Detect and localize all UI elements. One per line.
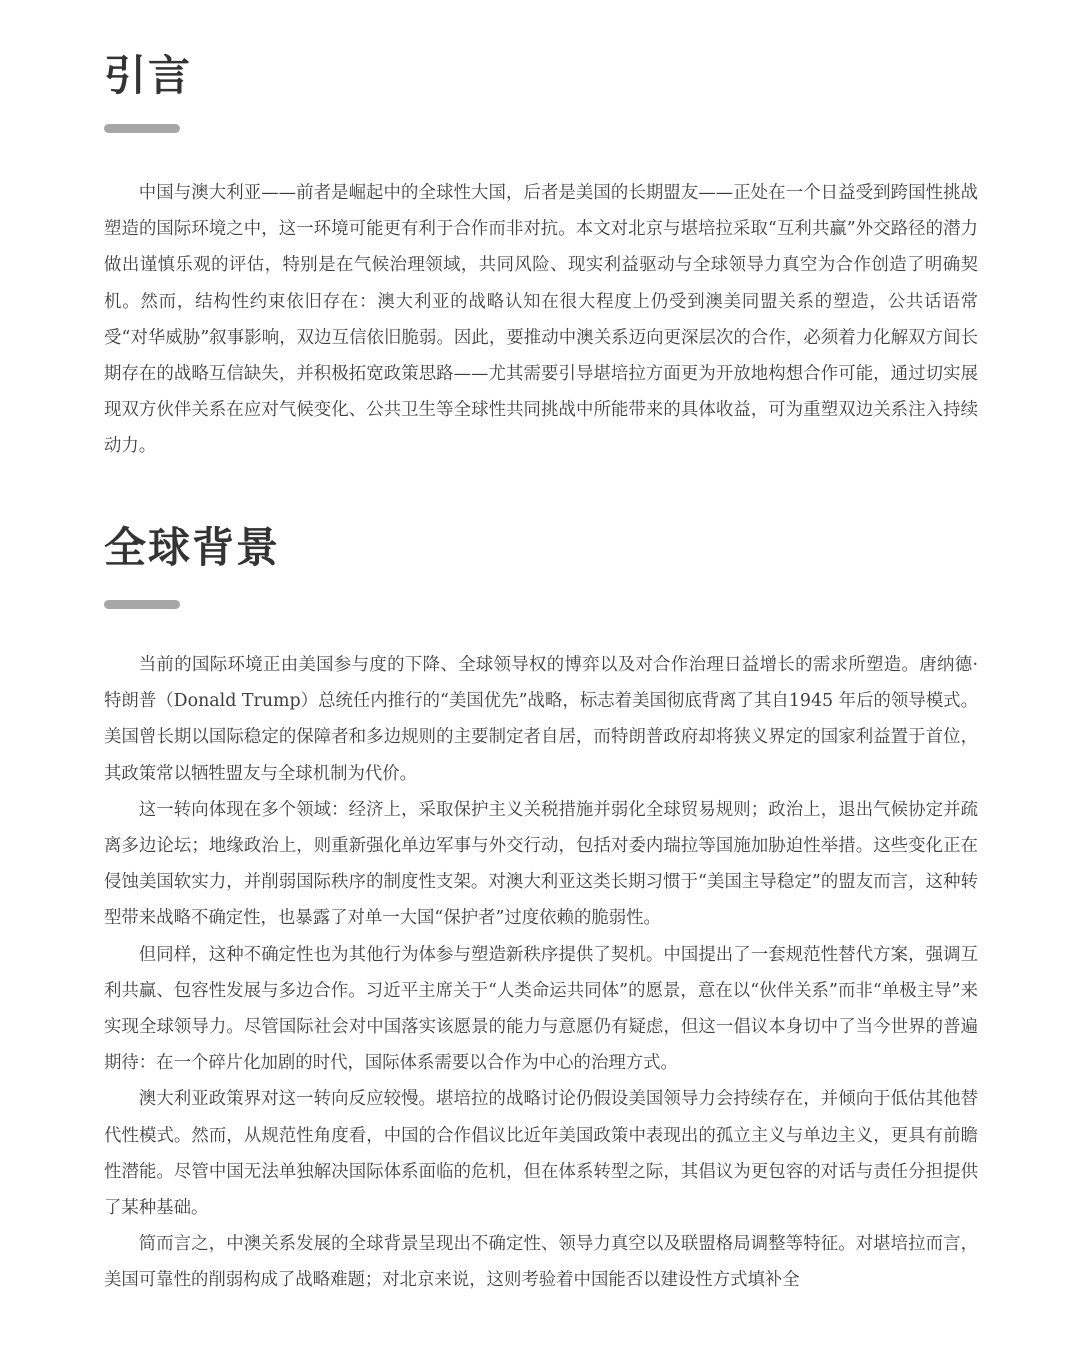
paragraph: 简而言之，中澳关系发展的全球背景呈现出不确定性、领导力真空以及联盟格局调整等特征。对堪培拉而言，美国可靠性的削弱构成了战略难题；对北京来说，这则考验着中国能否以建设性方式填补全	[104, 1234, 978, 1291]
section-heading: 引言	[104, 51, 193, 100]
paragraph-group	[104, 647, 978, 1299]
section-global-background	[104, 520, 978, 1299]
section-heading: 全球背景	[104, 523, 281, 572]
section-introduction	[104, 48, 978, 465]
paragraph: 中国与澳大利亚——前者是崛起中的全球性大国，后者是美国的长期盟友——正处在一个日益受到跨国性挑战塑造的国际环境之中，这一环境可能更有利于合作而非对抗。本文对北京与堪培拉采取“互利共赢”外交路径的潜力做出谨慎乐观的评估，特别是在气候治理领域，共同风险、现实利益驱动与全球领导力真空为合作创造了明确契机。然而，结构性约束依旧存在：澳大利亚的战略认知在很大程度上仍受到澳美同盟关系的塑造，公共话语常受“对华威胁”叙事影响，双边互信依旧脆弱。因此，要推动中澳关系迈向更深层次的合作，必须着力化解双方间长期存在的战略互信缺失，并积极拓宽政策思路——尤其需要引导堪培拉方面更为开放地构想合作可能，通过切实展现双方伙伴关系在应对气候变化、公共卫生等全球性共同挑战中所能带来的具体收益，可为重塑双边关系注入持续动力。	[104, 183, 978, 457]
paragraph: 但同样，这种不确定性也为其他行为体参与塑造新秩序提供了契机。中国提出了一套规范性替代方案，强调互利共赢、包容性发展与多边合作。习近平主席关于“人类命运共同体”的愿景，意在以“伙伴关系”而非“单极主导”来实现全球领导力。尽管国际社会对中国落实该愿景的能力与意愿仍有疑虑，但这一倡议本身切中了当今世界的普遍期待：在一个碎片化加剧的时代，国际体系需要以合作为中心的治理方式。	[104, 944, 978, 1074]
paragraph: 这一转向体现在多个领域：经济上，采取保护主义关税措施并弱化全球贸易规则；政治上，退出气候协定并疏离多边论坛；地缘政治上，则重新强化单边军事与外交行动，包括对委内瑞拉等国施加胁迫性举措。这些变化正在侵蚀美国软实力，并削弱国际秩序的制度性支架。对澳大利亚这类长期习惯于“美国主导稳定”的盟友而言，这种转型带来战略不确定性，也暴露了对单一大国“保护者”过度依赖的脆弱性。	[104, 799, 978, 929]
paragraph: 当前的国际环境正由美国参与度的下降、全球领导权的博弈以及对合作治理日益增长的需求所塑造。唐纳德·特朗普（Donald Trump）总统任内推行的“美国优先”战略，标志着美国彻底背离了其自1945 年后的领导模式。美国曾长期以国际稳定的保障者和多边规则的主要制定者自居，而特朗普政府却将狭义界定的国家利益置于首位，其政策常以牺牲盟友与全球机制为代价。	[104, 655, 978, 784]
paragraph: 澳大利亚政策界对这一转向反应较慢。堪培拉的战略讨论仍假设美国领导力会持续存在，并倾向于低估其他替代性模式。然而，从规范性角度看，中国的合作倡议比近年美国政策中表现出的孤立主义与单边主义，更具有前瞻性潜能。尽管中国无法单独解决国际体系面临的危机，但在体系转型之际，其倡议为更包容的对话与责任分担提供了某种基础。	[104, 1089, 978, 1219]
heading-underline-bar	[104, 124, 180, 133]
heading-underline-bar	[104, 600, 180, 609]
